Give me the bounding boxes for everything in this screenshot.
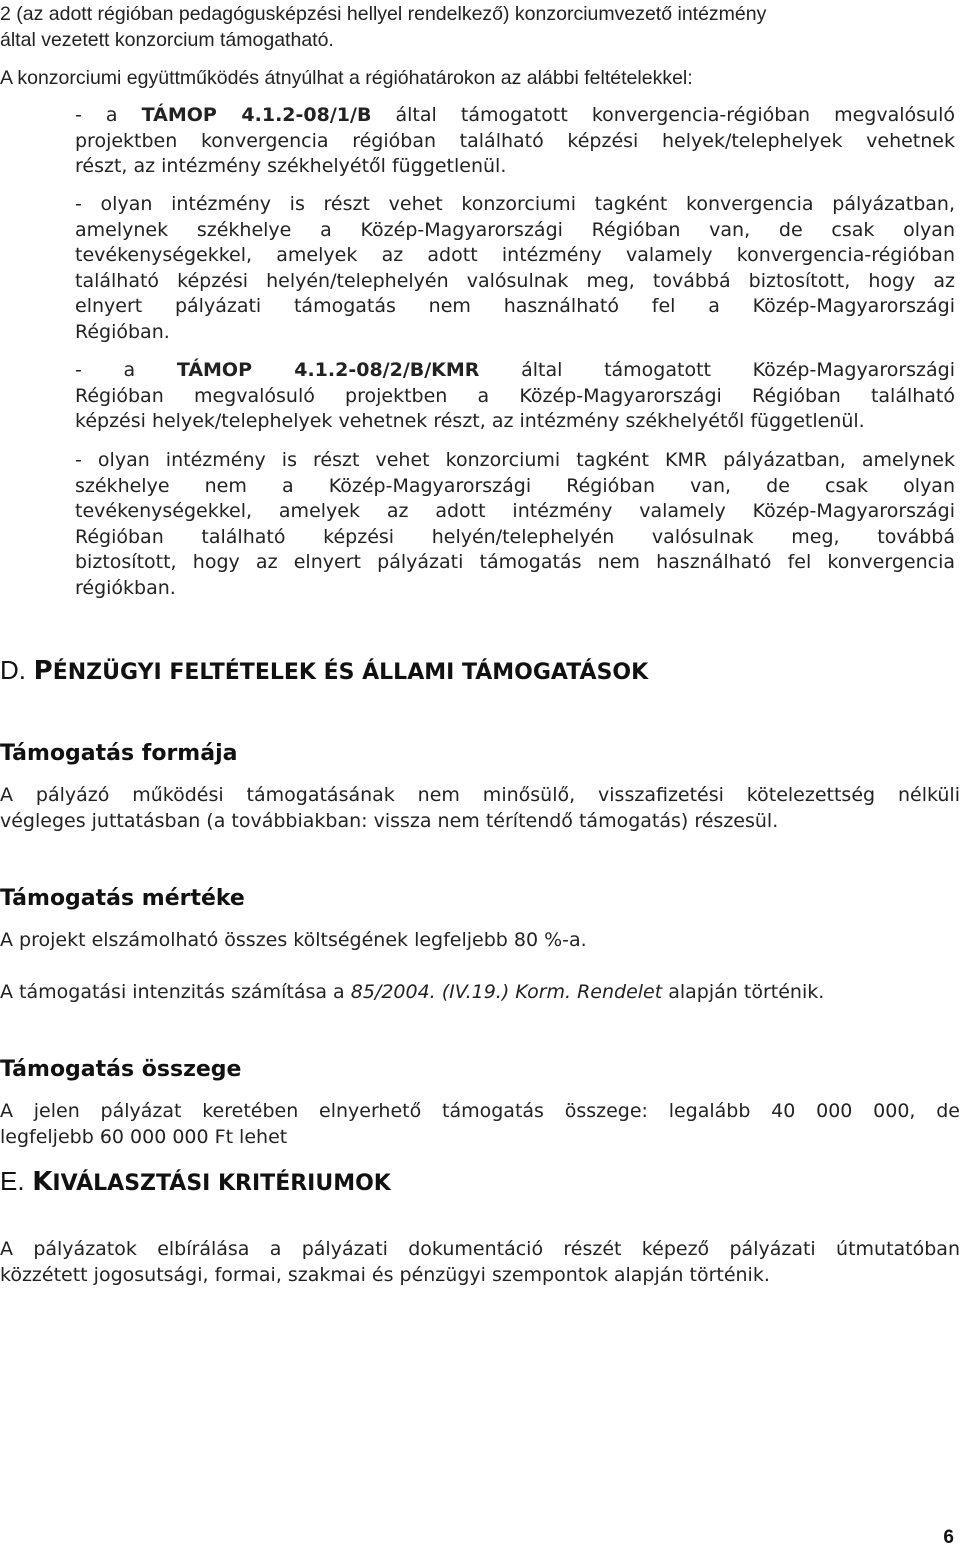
kriterium-line-2: közzétett jogosutsági, formai, szakmai és pénzügyi szempontok alapján történik.	[0, 1264, 770, 1286]
p2-line-1: - olyan intézmény is részt vehet konzorciumi tagként konvergencia pályázatban,	[75, 193, 955, 215]
mertek-line-2	[0, 980, 960, 1006]
mertek-heading: Támogatás mértéke	[0, 886, 245, 911]
section-e-initial: K	[32, 1167, 53, 1197]
intro-line-3: A konzorciumi együttműködés átnyúlhat a régióhatárokon az alábbi feltételekkel:	[0, 67, 693, 89]
p3-line-1	[75, 358, 955, 384]
section-d-heading	[0, 655, 648, 686]
p3-prefix: - a	[75, 359, 177, 381]
p1-prefix: - a	[75, 104, 142, 126]
section-d-title: ÉNZÜGYI FELTÉTELEK ÉS ÁLLAMI TÁMOGATÁSOK	[52, 660, 649, 685]
section-d-initial: P	[33, 656, 53, 686]
p1-code: TÁMOP 4.1.2-08/1/B	[141, 104, 372, 126]
mertek-line-1: A projekt elszámolható összes költségének legfeljebb 80 %-a.	[0, 929, 587, 951]
p1-rest: által támogatott konvergencia-régióban megvalósuló	[371, 104, 956, 126]
forma-heading: Támogatás formája	[0, 741, 238, 766]
osszeg-line-2: legfeljebb 60 000 000 Ft lehet	[0, 1126, 288, 1148]
intro-line-2: által vezetett konzorcium támogatható.	[0, 29, 334, 51]
p2-line-4: található képzési helyén/telephelyén valósulnak meg, továbbá biztosított, hogy az	[75, 270, 955, 292]
page-number: 6	[943, 1527, 954, 1548]
mertek-line-2-post: alapján történik.	[662, 981, 825, 1003]
p4-line-3: tevékenységekkel, amelyek az adott intézmény valamely Közép-Magyarországi	[75, 500, 955, 522]
p4-line-5: biztosított, hogy az elnyert pályázati támogatás nem használható fel konvergencia	[75, 551, 955, 573]
p1-line-1	[75, 103, 955, 129]
p4-line-6: régiókban.	[75, 577, 176, 599]
p1-line-2: projektben konvergencia régióban található képzési helyek/telephelyek vehetnek	[75, 130, 955, 152]
p2-line-5: elnyert pályázati támogatás nem használható fel a Közép-Magyarországi	[75, 295, 955, 317]
p3-rest: által támogatott Közép-Magyarországi	[479, 359, 956, 381]
section-e-letter: E.	[0, 1166, 25, 1196]
kriterium-line-1: A pályázatok elbírálása a pályázati dokumentáció részét képező pályázati útmutatóban	[0, 1238, 960, 1260]
p2-line-2: amelynek székhelye a Közép-Magyarországi Régióban van, de csak olyan	[75, 219, 955, 241]
intro-line-1: 2 (az adott régióban pedagógusképzési hellyel rendelkező) konzorciumvezető intézmény	[0, 3, 767, 25]
p3-line-2: Régióban megvalósuló projektben a Közép-Magyarországi Régióban található	[75, 385, 955, 407]
p1-line-3: részt, az intézmény székhelyétől függetlenül.	[75, 155, 507, 177]
p4-line-1: - olyan intézmény is részt vehet konzorciumi tagként KMR pályázatban, amelynek	[75, 449, 955, 471]
p4-line-2: székhelye nem a Közép-Magyarországi Régióban van, de csak olyan	[75, 475, 955, 497]
p2-line-6: Régióban.	[75, 321, 170, 343]
p2-line-3: tevékenységekkel, amelyek az adott intézmény valamely konvergencia-régióban	[75, 244, 955, 266]
p3-line-3: képzési helyek/telephelyek vehetnek részt, az intézmény székhelyétől függetlenül.	[75, 410, 865, 432]
forma-line-2: végleges juttatásban (a továbbiakban: vissza nem térítendő támogatás) részesül.	[0, 810, 779, 832]
forma-line-1: A pályázó működési támogatásának nem minősülő, visszafizetési kötelezettség nélküli	[0, 784, 960, 806]
osszeg-line-1: A jelen pályázat keretében elnyerhető támogatás összege: legalább 40 000 000, de	[0, 1100, 960, 1122]
p4-line-4: Régióban található képzési helyén/telephelyén valósulnak meg, továbbá	[75, 526, 955, 548]
section-e-title: IVÁLASZTÁSI KRITÉRIUMOK	[52, 1171, 391, 1196]
section-d-letter: D.	[0, 655, 26, 685]
mertek-line-2-pre: A támogatási intenzitás számítása a	[0, 981, 351, 1003]
osszeg-heading: Támogatás összege	[0, 1057, 242, 1082]
regulation-reference: 85/2004. (IV.19.) Korm. Rendelet	[350, 981, 663, 1003]
section-e-heading	[0, 1166, 391, 1197]
p3-code: TÁMOP 4.1.2-08/2/B/KMR	[176, 359, 480, 381]
